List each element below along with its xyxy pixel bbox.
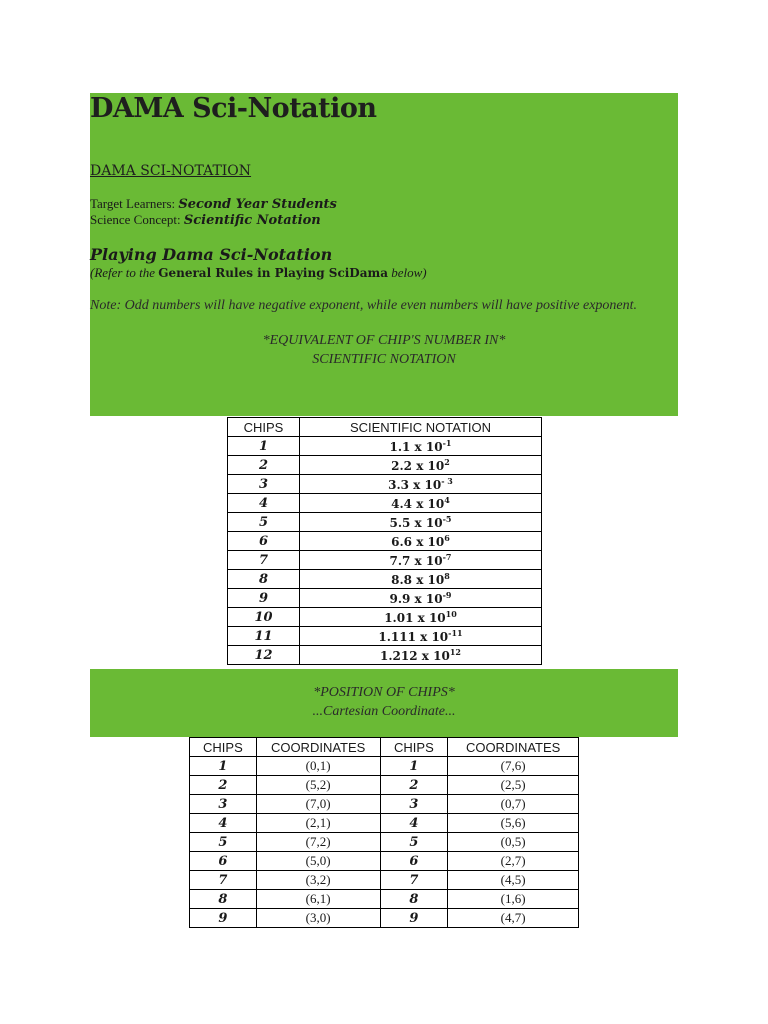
table-row — [228, 608, 542, 627]
chip-number: 7 — [380, 871, 448, 890]
coordinate-value: (3,0) — [256, 909, 380, 928]
refer-bold: General Rules in Playing SciDama — [158, 266, 388, 280]
science-concept-label: Science Concept: — [90, 212, 184, 227]
table-row — [190, 890, 579, 909]
chip-number: 7 — [190, 871, 257, 890]
chip-number: 5 — [380, 833, 448, 852]
coordinate-value: (2,1) — [256, 814, 380, 833]
column-header: COORDINATES — [448, 738, 579, 757]
value-base: 8.8 x 10 — [391, 573, 445, 587]
scientific-value — [300, 513, 542, 532]
equivalent-heading-line2: SCIENTIFIC NOTATION — [312, 352, 456, 367]
page-title: DAMA Sci-Notation — [90, 93, 377, 124]
table-row — [228, 532, 542, 551]
chip-number: 6 — [228, 532, 300, 551]
position-heading: *POSITION OF CHIPS* — [313, 685, 455, 700]
value-exponent: 8 — [444, 571, 450, 581]
table-row — [228, 513, 542, 532]
value-base: 4.4 x 10 — [391, 497, 445, 511]
coordinate-value: (2,7) — [448, 852, 579, 871]
coordinate-value: (2,5) — [448, 776, 579, 795]
science-concept-value: Scientific Notation — [183, 213, 321, 228]
coordinate-value: (4,5) — [448, 871, 579, 890]
refer-line — [90, 265, 427, 281]
coordinate-value: (3,2) — [256, 871, 380, 890]
chip-number: 2 — [190, 776, 257, 795]
chip-number: 10 — [228, 608, 300, 627]
chip-number: 4 — [228, 494, 300, 513]
coordinate-value: (5,2) — [256, 776, 380, 795]
position-block — [90, 669, 678, 737]
value-exponent: -7 — [442, 552, 452, 562]
table-row — [190, 795, 579, 814]
value-base: 1.01 x 10 — [384, 611, 446, 625]
value-base: 1.111 x 10 — [378, 630, 449, 644]
scientific-value — [300, 437, 542, 456]
chip-number: 8 — [190, 890, 257, 909]
column-header: SCIENTIFIC NOTATION — [300, 418, 542, 437]
target-learners-value: Second Year Students — [178, 197, 337, 212]
chip-number: 3 — [228, 475, 300, 494]
value-exponent: -5 — [442, 514, 452, 524]
table-row — [190, 814, 579, 833]
note-text: Note: Odd numbers will have negative exponent, while even numbers will have positive exponent. — [90, 298, 638, 313]
scientific-notation-table — [227, 417, 542, 665]
position-subheading: ...Cartesian Coordinate... — [312, 704, 456, 719]
value-base: 2.2 x 10 — [391, 459, 445, 473]
coordinate-value: (6,1) — [256, 890, 380, 909]
value-exponent: - 3 — [441, 476, 453, 486]
table-row — [228, 627, 542, 646]
chip-number: 2 — [228, 456, 300, 475]
scientific-value — [300, 532, 542, 551]
value-base: 9.9 x 10 — [389, 592, 443, 606]
value-exponent: 10 — [445, 609, 457, 619]
scientific-value — [300, 456, 542, 475]
chip-number: 8 — [228, 570, 300, 589]
value-base: 3.3 x 10 — [388, 478, 442, 492]
value-exponent: -9 — [442, 590, 452, 600]
chip-number: 5 — [190, 833, 257, 852]
value-base: 6.6 x 10 — [391, 535, 445, 549]
table-row — [228, 551, 542, 570]
chip-number: 9 — [228, 589, 300, 608]
table-row — [228, 570, 542, 589]
column-header: CHIPS — [190, 738, 257, 757]
column-header: CHIPS — [380, 738, 448, 757]
coordinate-value: (7,2) — [256, 833, 380, 852]
scientific-value — [300, 608, 542, 627]
scientific-value — [300, 475, 542, 494]
chip-number: 8 — [380, 890, 448, 909]
table-row — [228, 475, 542, 494]
value-base: 1.212 x 10 — [380, 649, 450, 663]
scientific-value — [300, 494, 542, 513]
value-exponent: 6 — [444, 533, 450, 543]
value-exponent: 12 — [449, 647, 461, 657]
coordinate-value: (0,5) — [448, 833, 579, 852]
scientific-value — [300, 551, 542, 570]
playing-heading: Playing Dama Sci-Notation — [90, 245, 333, 264]
table-row — [228, 494, 542, 513]
science-concept-line — [90, 212, 321, 228]
value-exponent: -11 — [448, 628, 463, 638]
chip-number: 1 — [380, 757, 448, 776]
target-learners-label: Target Learners: — [90, 196, 179, 211]
table-row — [190, 757, 579, 776]
table-row — [228, 589, 542, 608]
chip-number: 9 — [190, 909, 257, 928]
coordinate-value: (0,1) — [256, 757, 380, 776]
coordinates-table — [189, 737, 579, 928]
refer-suffix: below) — [387, 265, 427, 280]
refer-prefix: (Refer to the — [90, 265, 159, 280]
coordinate-value: (1,6) — [448, 890, 579, 909]
chip-number: 1 — [228, 437, 300, 456]
header-block — [90, 93, 678, 416]
chip-number: 3 — [380, 795, 448, 814]
chip-number: 6 — [380, 852, 448, 871]
chip-number: 7 — [228, 551, 300, 570]
table-row — [190, 909, 579, 928]
table-row — [228, 646, 542, 665]
value-base: 5.5 x 10 — [389, 516, 443, 530]
table-header-row — [228, 418, 542, 437]
column-header: CHIPS — [228, 418, 300, 437]
column-header: COORDINATES — [256, 738, 380, 757]
chip-number: 12 — [228, 646, 300, 665]
table-row — [190, 871, 579, 890]
value-exponent: 2 — [444, 457, 450, 467]
table-row — [228, 437, 542, 456]
coordinate-value: (7,0) — [256, 795, 380, 814]
chip-number: 5 — [228, 513, 300, 532]
chip-number: 4 — [380, 814, 448, 833]
coordinate-value: (0,7) — [448, 795, 579, 814]
chip-number: 9 — [380, 909, 448, 928]
chip-number: 3 — [190, 795, 257, 814]
target-learners-line — [90, 196, 337, 212]
chip-number: 11 — [228, 627, 300, 646]
coordinate-value: (5,0) — [256, 852, 380, 871]
coordinate-value: (4,7) — [448, 909, 579, 928]
coordinate-value: (7,6) — [448, 757, 579, 776]
table-header-row — [190, 738, 579, 757]
scientific-value — [300, 570, 542, 589]
value-base: 7.7 x 10 — [389, 554, 443, 568]
table-row — [190, 833, 579, 852]
chip-number: 6 — [190, 852, 257, 871]
section-subtitle: DAMA SCI-NOTATION — [90, 163, 252, 179]
value-base: 1.1 x 10 — [389, 440, 443, 454]
scientific-value — [300, 646, 542, 665]
value-exponent: -1 — [442, 438, 452, 448]
equivalent-heading-line1: *EQUIVALENT OF CHIP'S NUMBER IN* — [262, 333, 506, 348]
chip-number: 2 — [380, 776, 448, 795]
table-row — [228, 456, 542, 475]
table-row — [190, 852, 579, 871]
chip-number: 4 — [190, 814, 257, 833]
value-exponent: 4 — [444, 495, 450, 505]
scientific-value — [300, 589, 542, 608]
coordinate-value: (5,6) — [448, 814, 579, 833]
chip-number: 1 — [190, 757, 257, 776]
scientific-value — [300, 627, 542, 646]
table-row — [190, 776, 579, 795]
